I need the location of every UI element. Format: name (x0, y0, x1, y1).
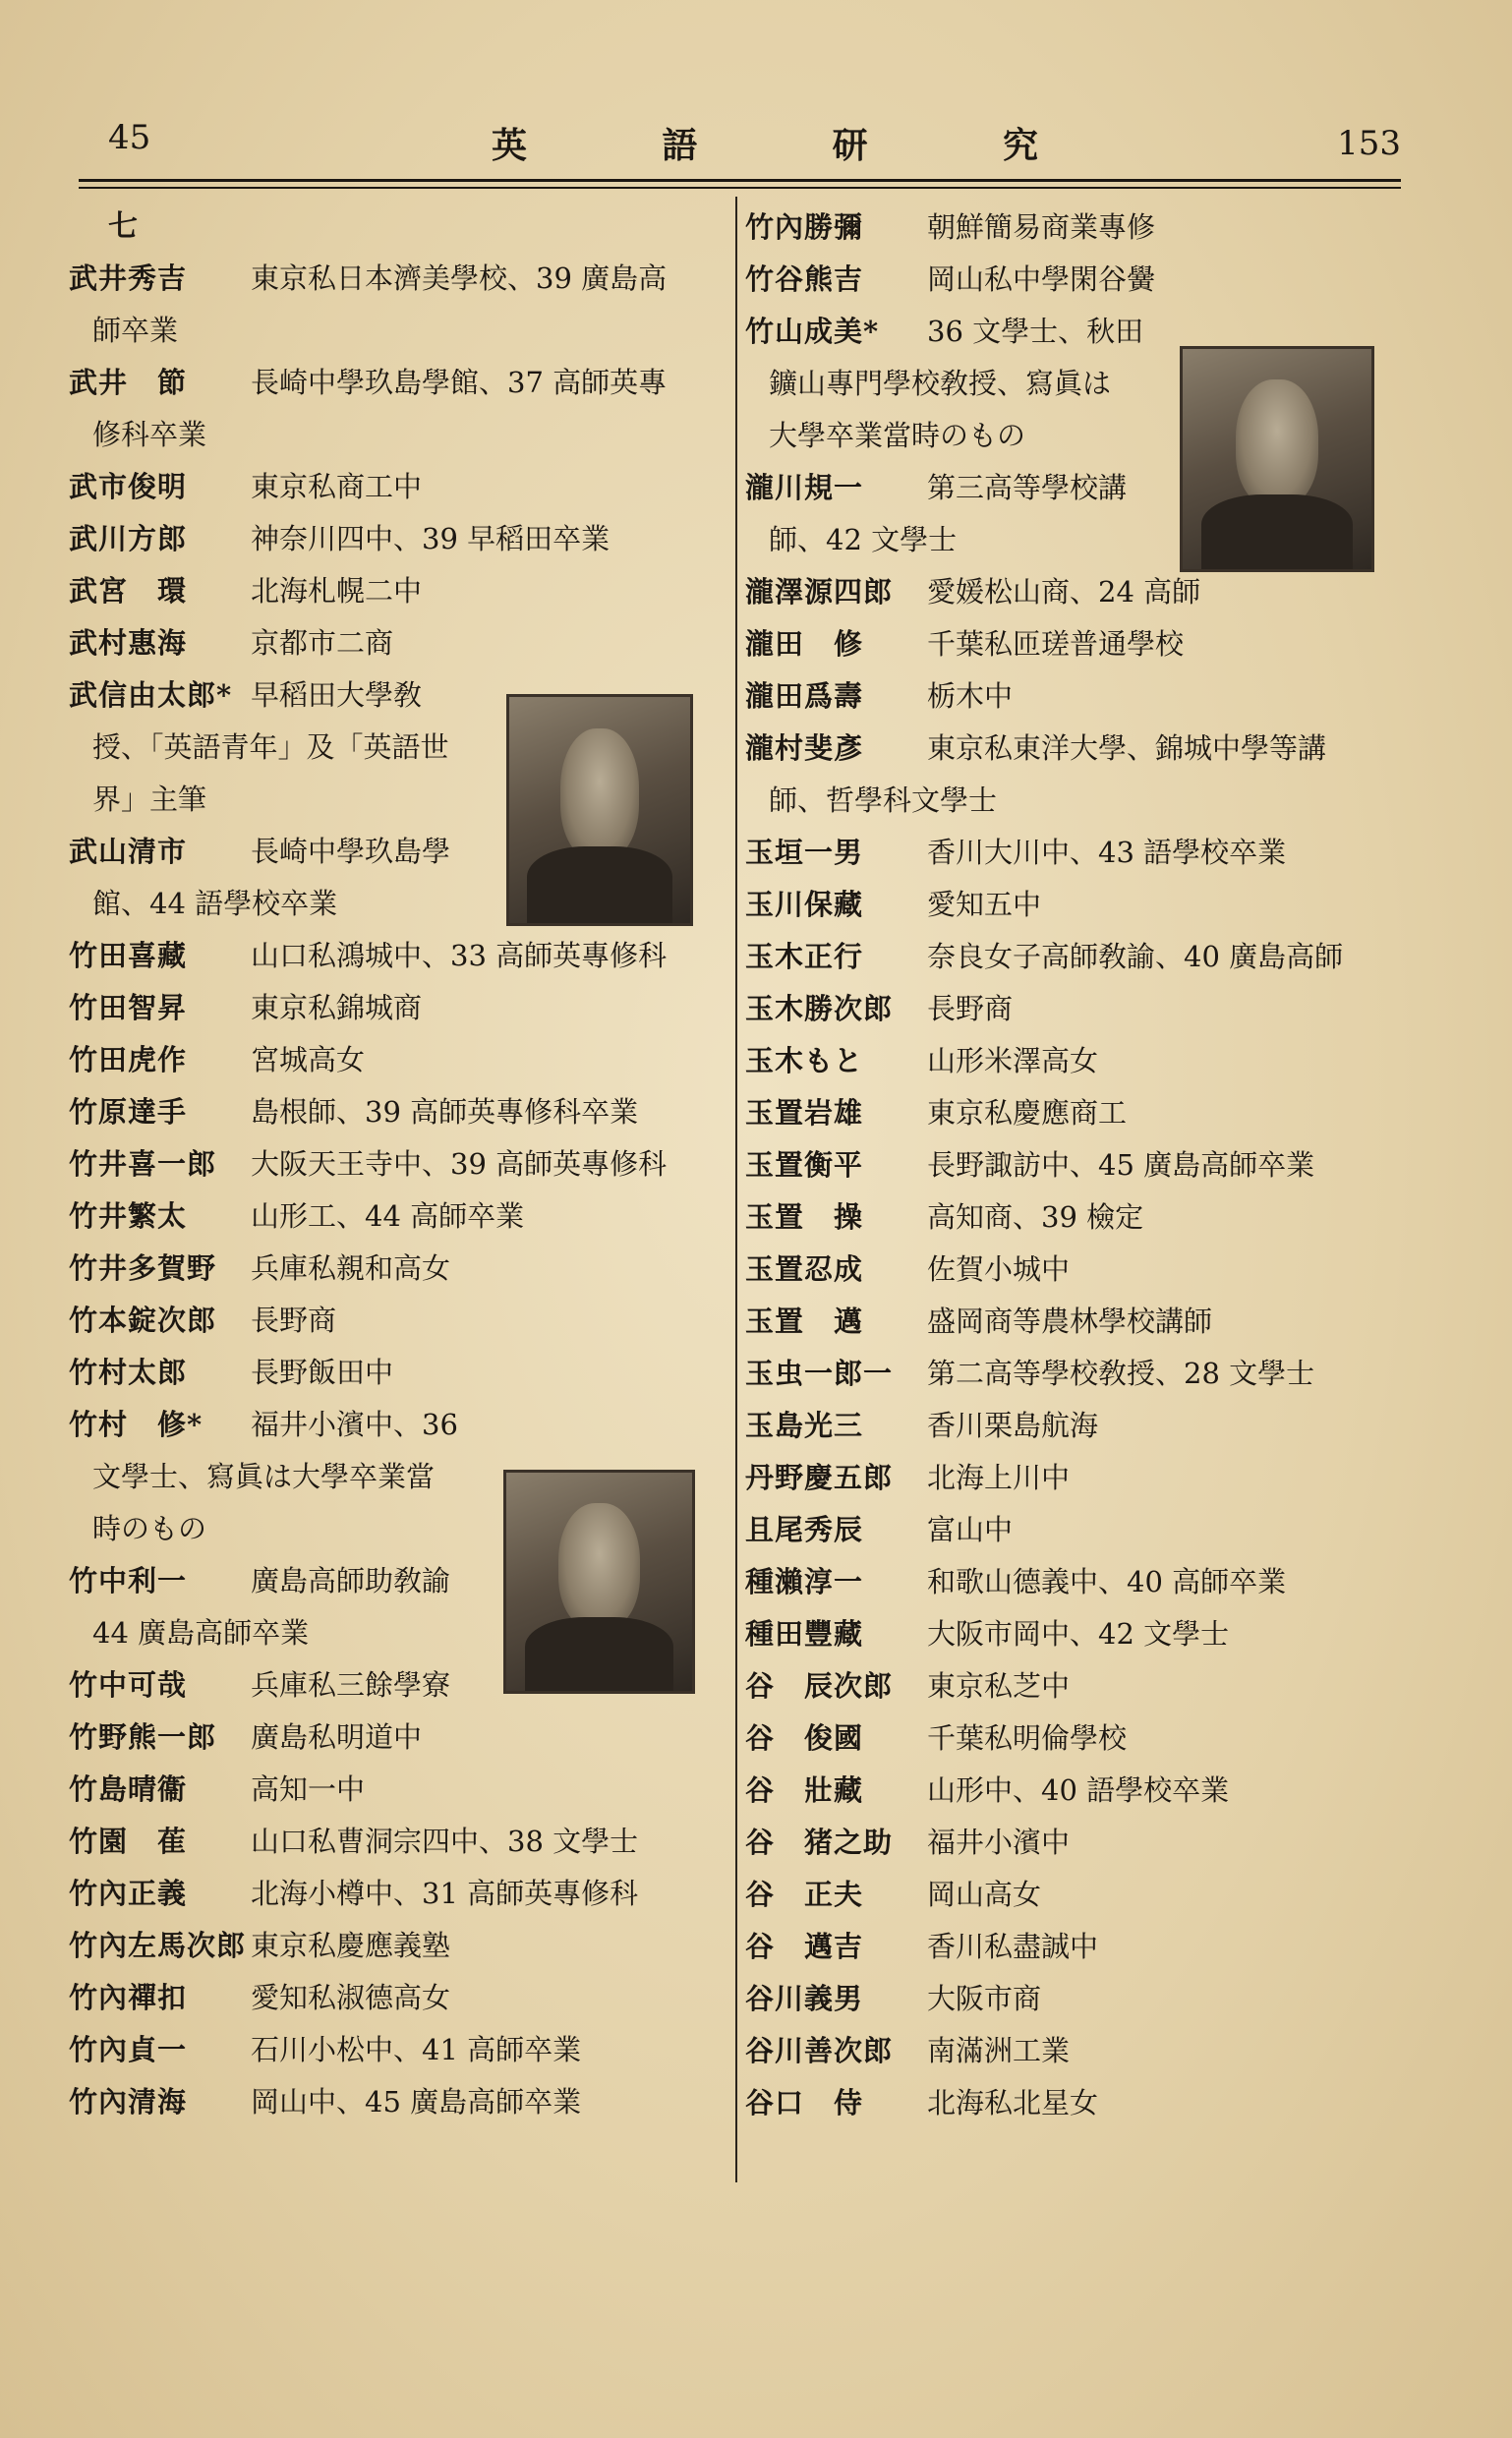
entry-line (69, 357, 718, 409)
entry-name: 瀧村斐彥 (745, 731, 864, 765)
entry-line (69, 1347, 718, 1399)
entry-name: 瀧澤源四郎 (745, 575, 894, 609)
entry-line (745, 2025, 1394, 2077)
title-char: 語 (662, 125, 702, 166)
entry-description: 山形中、40 語學校卒業 (927, 1773, 1230, 1807)
directory-entry (745, 1296, 1394, 1348)
entry-line (745, 1191, 1394, 1244)
entry-line (745, 566, 1394, 618)
entry-description: 北海小樽中、31 高師英專修科 (251, 1877, 639, 1910)
header-rule-thin (79, 187, 1401, 189)
entry-continuation: 授、「英語青年」及「英語世 (92, 730, 449, 764)
entry-line (745, 1504, 1394, 1556)
entry-description: 栃木中 (927, 679, 1014, 713)
entry-description: 山口私曹洞宗四中、38 文學士 (251, 1825, 639, 1858)
entry-continuation: 師、哲學科文學士 (769, 784, 998, 817)
entry-name: 玉虫一郎一 (745, 1357, 894, 1390)
directory-entry (745, 1504, 1394, 1556)
entry-continuation: 大學卒業當時のもの (769, 419, 1026, 452)
entry-name: 武井 節 (69, 366, 188, 399)
entry-description: 千葉私明倫學校 (927, 1721, 1128, 1755)
entry-name: 竹田智昇 (69, 991, 188, 1024)
entry-description: 早稻田大學敎 (251, 678, 423, 712)
directory-entry (69, 1347, 718, 1399)
directory-entry (745, 2077, 1394, 2129)
entry-line (69, 2024, 718, 2076)
entry-description: 神奈川四中、39 早稻田卒業 (251, 522, 611, 555)
entry-line (745, 670, 1394, 723)
directory-entry (745, 983, 1394, 1035)
entry-name: 玉置衡平 (745, 1148, 864, 1182)
entry-description: 長崎中學玖島學館、37 高師英專 (251, 366, 668, 399)
entry-line (69, 1972, 718, 2024)
entry-description: 大阪天王寺中、39 高師英專修科 (251, 1147, 668, 1181)
directory-entry (745, 1244, 1394, 1296)
entry-line (745, 1400, 1394, 1452)
directory-entry (69, 253, 718, 357)
entry-line (745, 1869, 1394, 1921)
entry-name: 玉川保藏 (745, 888, 864, 921)
entry-line (745, 1973, 1394, 2025)
entry-name: 谷 壯藏 (745, 1773, 864, 1807)
entry-line (69, 1190, 718, 1243)
title-char: 究 (1002, 125, 1042, 166)
portrait-photo (506, 694, 693, 926)
entry-description: 岡山私中學閑谷黌 (927, 262, 1156, 296)
portrait-photo (503, 1470, 695, 1694)
entry-description: 朝鮮簡易商業專修 (927, 210, 1156, 244)
entry-description: 山形工、44 高師卒業 (251, 1199, 525, 1233)
entry-continuation: 館、44 語學校卒業 (92, 887, 338, 920)
left-column (69, 202, 718, 2128)
entry-name: 竹野熊一郎 (69, 1720, 217, 1754)
entry-continuation: 時のもの (92, 1512, 207, 1545)
directory-entry (69, 2024, 718, 2076)
entry-name: 玉島光三 (745, 1409, 864, 1442)
entry-name: 玉木正行 (745, 940, 864, 973)
entry-description: 愛知五中 (927, 888, 1042, 921)
entry-description: 長野諏訪中、45 廣島高師卒業 (927, 1148, 1315, 1182)
entry-line (745, 1087, 1394, 1139)
directory-entry (745, 1348, 1394, 1400)
entry-description: 岡山中、45 廣島高師卒業 (251, 2085, 582, 2119)
entry-description: 北海札幌二中 (251, 574, 423, 608)
entry-name: 竹田喜藏 (69, 939, 188, 972)
entry-line (745, 1712, 1394, 1765)
entry-name: 竹內清海 (69, 2085, 188, 2119)
entry-name: 竹內貞一 (69, 2033, 188, 2066)
entry-name: 谷 辰次郎 (745, 1669, 894, 1703)
entry-line (745, 1921, 1394, 1973)
entry-description: 愛媛松山商、24 高師 (927, 575, 1201, 609)
entry-line (745, 1452, 1394, 1504)
entry-line (69, 617, 718, 669)
entry-description: 高知商、39 檢定 (927, 1200, 1144, 1234)
directory-entry (69, 1764, 718, 1816)
entry-name: 種瀨淳一 (745, 1565, 864, 1598)
entry-description: 東京私錦城商 (251, 991, 423, 1024)
entry-description: 香川私盡誠中 (927, 1930, 1099, 1963)
directory-entry (745, 254, 1394, 306)
entry-line (69, 253, 718, 305)
entry-name: 谷川善次郎 (745, 2034, 894, 2067)
entry-line (69, 1920, 718, 1972)
entry-description: 第二高等學校敎授、28 文學士 (927, 1357, 1315, 1390)
entry-line (745, 931, 1394, 983)
directory-entry (69, 1868, 718, 1920)
left-page-number: 45 (108, 118, 151, 157)
directory-entry (69, 565, 718, 617)
entry-name: 瀧田 修 (745, 627, 864, 661)
entry-description: 京都市二商 (251, 626, 394, 660)
directory-entry (745, 1765, 1394, 1817)
entry-name: 竹內正義 (69, 1877, 188, 1910)
directory-entry (745, 1452, 1394, 1504)
entry-description: 長崎中學玖島學 (251, 835, 451, 868)
entry-name: 谷川義男 (745, 1982, 864, 2015)
title-char: 研 (832, 125, 872, 166)
entry-line (69, 1399, 718, 1451)
entry-name: 竹內左馬次郎 (69, 1929, 247, 1962)
entry-description: 第三高等學校講 (927, 471, 1128, 504)
entry-name: 玉置 邁 (745, 1305, 864, 1338)
entry-name: 武市俊明 (69, 470, 188, 503)
entry-line (69, 2076, 718, 2128)
entry-description: 長野飯田中 (251, 1356, 394, 1389)
directory-entry (69, 1295, 718, 1347)
entry-description: 北海私北星女 (927, 2086, 1099, 2119)
entry-line (69, 1816, 718, 1868)
entry-line (745, 2077, 1394, 2129)
entry-line (745, 1765, 1394, 1817)
directory-entry (69, 2076, 718, 2128)
entry-description: 宮城高女 (251, 1043, 366, 1076)
directory-entry (745, 1139, 1394, 1191)
section-heading: 七 (108, 209, 138, 244)
directory-entry (745, 827, 1394, 879)
directory-entry (745, 1921, 1394, 1973)
entry-description: 香川大川中、43 語學校卒業 (927, 836, 1287, 869)
directory-entry (745, 1712, 1394, 1765)
entry-line (745, 1817, 1394, 1869)
entry-name: 竹村 修* (69, 1408, 204, 1441)
entry-description: 東京私東洋大學、錦城中學等講 (927, 731, 1327, 765)
entry-line (745, 983, 1394, 1035)
directory-entry (745, 1973, 1394, 2025)
entry-name: 玉置忍成 (745, 1252, 864, 1286)
entry-name: 竹井喜一郎 (69, 1147, 217, 1181)
entry-line (745, 202, 1394, 254)
entry-description: 廣島私明道中 (251, 1720, 423, 1754)
directory-entry (745, 566, 1394, 618)
directory-entry (69, 1920, 718, 1972)
entry-line (745, 1348, 1394, 1400)
entry-name: 瀧田爲壽 (745, 679, 864, 713)
column-divider (735, 197, 737, 2182)
entry-description: 東京私日本濟美學校、39 廣島高 (251, 261, 668, 295)
entry-line (745, 723, 1394, 775)
journal-title (492, 118, 1042, 168)
entry-description: 兵庫私親和高女 (251, 1251, 451, 1285)
entry-name: 丹野慶五郎 (745, 1461, 894, 1494)
entry-name: 竹井多賀野 (69, 1251, 217, 1285)
entry-name: 竹谷熊吉 (745, 262, 864, 296)
directory-entry (69, 513, 718, 565)
entry-continuation: 師、42 文學士 (769, 523, 958, 556)
directory-entry (745, 1400, 1394, 1452)
directory-entry (69, 930, 718, 982)
entry-line (745, 618, 1394, 670)
entry-name: 玉木勝次郎 (745, 992, 894, 1025)
header-rule (79, 179, 1401, 182)
entry-name: 竹內禪扣 (69, 1981, 188, 2014)
entry-line (745, 1556, 1394, 1608)
directory-entry (69, 461, 718, 513)
title-char: 英 (492, 125, 532, 166)
directory-entry (745, 1608, 1394, 1660)
right-page-number: 153 (1337, 124, 1401, 163)
entry-name: 玉置岩雄 (745, 1096, 864, 1130)
entry-description: 大阪市岡中、42 文學士 (927, 1617, 1230, 1651)
entry-line (69, 1295, 718, 1347)
entry-name: 武山清市 (69, 835, 188, 868)
entry-description: 石川小松中、41 高師卒業 (251, 2033, 582, 2066)
entry-name: 武村惠海 (69, 626, 188, 660)
entry-line (745, 1608, 1394, 1660)
entry-name: 谷 俊國 (745, 1721, 864, 1755)
entry-line (69, 930, 718, 982)
entry-name: 谷 邁吉 (745, 1930, 864, 1963)
directory-entry (69, 1712, 718, 1764)
entry-continuation: 文學士、寫眞は大學卒業當 (92, 1460, 436, 1493)
entry-line (69, 1243, 718, 1295)
entry-line (745, 1244, 1394, 1296)
entry-description: 廣島高師助敎諭 (251, 1564, 451, 1597)
entry-line (745, 827, 1394, 879)
entry-description: 佐賀小城中 (927, 1252, 1071, 1286)
entry-description: 高知一中 (251, 1772, 366, 1806)
directory-entry (745, 202, 1394, 254)
entry-description: 千葉私匝瑳普通學校 (927, 627, 1185, 661)
entry-description: 奈良女子高師敎諭、40 廣島高師 (927, 940, 1344, 973)
entry-description: 長野商 (927, 992, 1014, 1025)
entry-description: 山形米澤高女 (927, 1044, 1099, 1077)
directory-entry (745, 931, 1394, 983)
entry-name: 瀧川規一 (745, 471, 864, 504)
entry-description: 東京私慶應商工 (927, 1096, 1128, 1130)
entry-line (69, 1086, 718, 1138)
entry-line (69, 1034, 718, 1086)
entry-description: 兵庫私三餘學寮 (251, 1668, 451, 1702)
entry-name: 玉木もと (745, 1044, 864, 1077)
entry-line (69, 1712, 718, 1764)
directory-entry (69, 1816, 718, 1868)
entry-line (69, 1138, 718, 1190)
directory-entry (69, 617, 718, 669)
entry-description: 和歌山德義中、40 高師卒業 (927, 1565, 1287, 1598)
entry-description: 南滿洲工業 (927, 2034, 1071, 2067)
entry-name: 武井秀吉 (69, 261, 188, 295)
directory-entry (745, 618, 1394, 670)
directory-entry (69, 1190, 718, 1243)
entry-name: 武川方郎 (69, 522, 188, 555)
entry-name: 谷 正夫 (745, 1878, 864, 1911)
entry-description: 富山中 (927, 1513, 1014, 1546)
directory-entry (745, 1817, 1394, 1869)
entry-description: 福井小濱中 (927, 1826, 1071, 1859)
entry-line (69, 461, 718, 513)
entry-description: 香川栗島航海 (927, 1409, 1099, 1442)
entry-name: 種田豐藏 (745, 1617, 864, 1651)
directory-entry (69, 1086, 718, 1138)
entry-continuation: 44 廣島高師卒業 (92, 1616, 310, 1650)
entry-description: 北海上川中 (927, 1461, 1071, 1494)
directory-entry (745, 1035, 1394, 1087)
entry-description: 島根師、39 高師英專修科卒業 (251, 1095, 639, 1129)
directory-entry (745, 1660, 1394, 1712)
entry-name: 竹井繁太 (69, 1199, 188, 1233)
directory-entry (69, 1972, 718, 2024)
entry-description: 長野商 (251, 1304, 337, 1337)
entry-description: 岡山高女 (927, 1878, 1042, 1911)
portrait-photo (1180, 346, 1374, 572)
page-header (79, 118, 1401, 177)
directory-entry (745, 879, 1394, 931)
entry-name: 玉置 操 (745, 1200, 864, 1234)
entry-name: 竹山成美* (745, 315, 880, 348)
directory-entry (745, 2025, 1394, 2077)
entry-line (745, 1296, 1394, 1348)
entry-description: 山口私鴻城中、33 高師英專修科 (251, 939, 668, 972)
entry-line (69, 982, 718, 1034)
entry-name: 玉垣一男 (745, 836, 864, 869)
directory-entry (69, 982, 718, 1034)
entry-name: 竹中利一 (69, 1564, 188, 1597)
entry-name: 竹原達手 (69, 1095, 188, 1129)
entry-line (745, 254, 1394, 306)
directory-entry (745, 670, 1394, 723)
entry-line (745, 1035, 1394, 1087)
entry-name: 谷 猪之助 (745, 1826, 894, 1859)
entry-line (745, 1660, 1394, 1712)
entry-name: 竹園 萑 (69, 1825, 188, 1858)
entry-name: 竹田虎作 (69, 1043, 188, 1076)
entry-name: 竹島晴衞 (69, 1772, 188, 1806)
entry-description: 愛知私淑德高女 (251, 1981, 451, 2014)
directory-entry (745, 1556, 1394, 1608)
entry-description: 東京私芝中 (927, 1669, 1071, 1703)
entry-name: 竹村太郎 (69, 1356, 188, 1389)
entry-continuation: 修科卒業 (92, 418, 207, 451)
entry-description: 東京私商工中 (251, 470, 423, 503)
directory-entry (745, 723, 1394, 827)
entry-continuation: 鑛山專門學校敎授、寫眞は (769, 367, 1112, 400)
entry-name: 谷口 侍 (745, 2086, 864, 2119)
entry-name: 武宮 環 (69, 574, 188, 608)
entry-description: 福井小濱中、36 (251, 1408, 458, 1441)
directory-entry (69, 1034, 718, 1086)
directory-entry (69, 1138, 718, 1190)
entry-description: 東京私慶應義塾 (251, 1929, 451, 1962)
directory-entry (745, 1087, 1394, 1139)
directory-entry (69, 1243, 718, 1295)
entry-name: 竹中可哉 (69, 1668, 188, 1702)
entry-line (745, 1139, 1394, 1191)
entry-line (745, 879, 1394, 931)
directory-entry (69, 357, 718, 461)
entry-description: 大阪市商 (927, 1982, 1042, 2015)
entry-line (69, 565, 718, 617)
entry-name: 竹內勝彌 (745, 210, 864, 244)
entry-name: 竹本錠次郎 (69, 1304, 217, 1337)
directory-entry (745, 1869, 1394, 1921)
entry-continuation: 界」主筆 (92, 783, 207, 816)
entry-line (69, 513, 718, 565)
directory-entry (745, 1191, 1394, 1244)
entry-description: 36 文學士、秋田 (927, 315, 1144, 348)
entry-continuation: 師卒業 (92, 314, 179, 347)
entry-name: 武信由太郎* (69, 678, 233, 712)
entry-name: 且尾秀辰 (745, 1513, 864, 1546)
entry-line (69, 1764, 718, 1816)
entry-line (69, 1868, 718, 1920)
entry-description: 盛岡商等農林學校講師 (927, 1305, 1213, 1338)
